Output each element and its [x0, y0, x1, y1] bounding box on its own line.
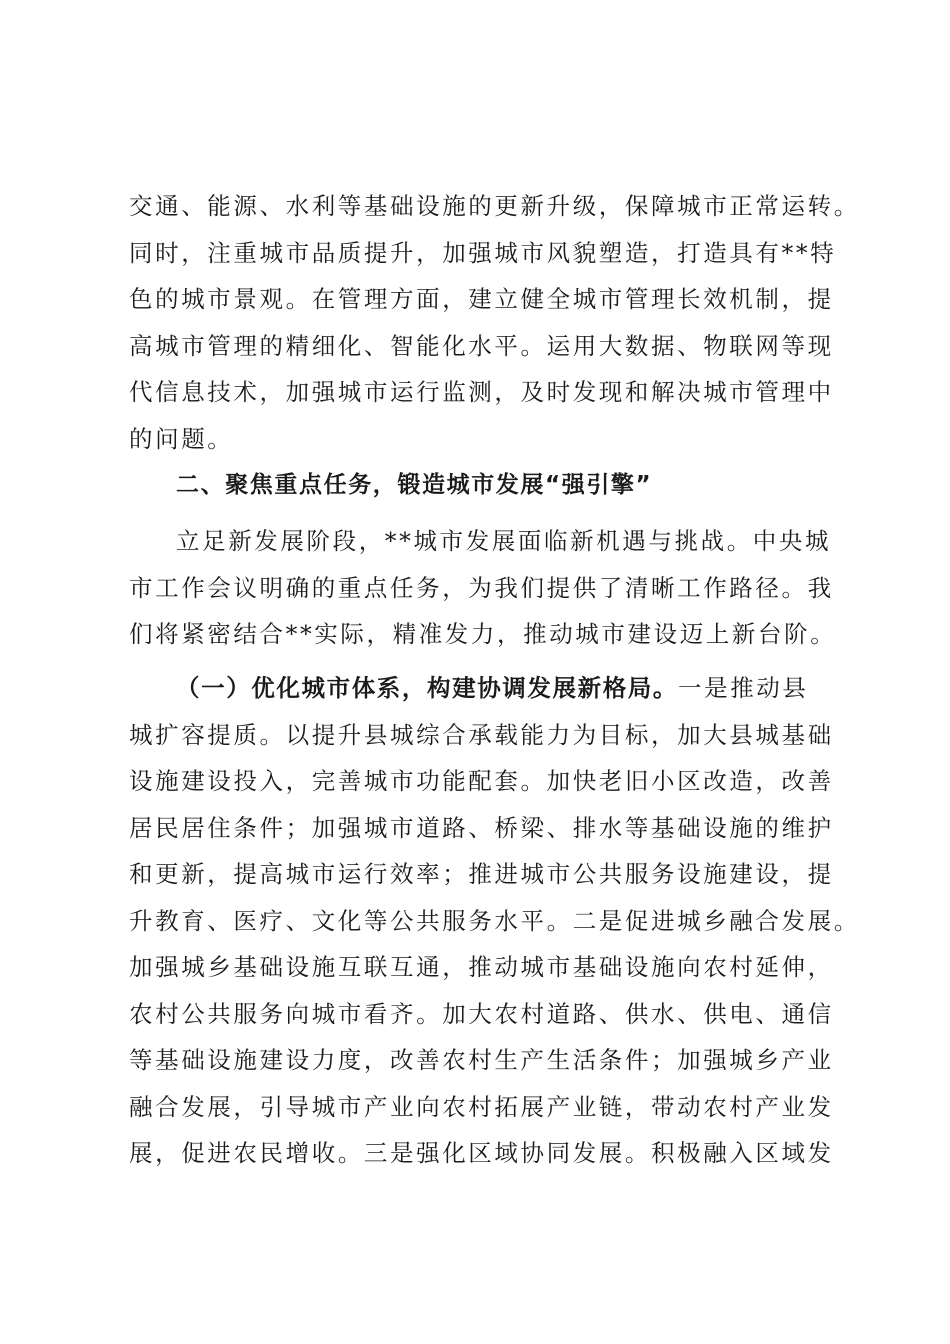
- paragraph-line: 的问题。: [129, 424, 234, 453]
- paragraph-line: 立足新发展阶段，**城市发展面临新机遇与挑战。中央城: [176, 527, 832, 555]
- paragraph-line: 升教育、医疗、文化等公共服务水平。二是促进城乡融合发展。: [129, 906, 860, 935]
- paragraph-line: 居民居住条件；加强城市道路、桥梁、排水等基础设施的维护: [129, 813, 834, 842]
- paragraph-line: 融合发展，引导城市产业向农村拓展产业链，带动农村产业发: [129, 1092, 834, 1121]
- paragraph-line: 等基础设施建设力度，改善农村生产生活条件；加强城乡产业: [129, 1046, 834, 1074]
- paragraph-line: 设施建设投入，完善城市功能配套。加快老旧小区改造，改善: [129, 767, 834, 795]
- paragraph-line: 农村公共服务向城市看齐。加大农村道路、供水、供电、通信: [129, 999, 834, 1028]
- paragraph-first-line: [129, 665, 829, 712]
- section-heading: 二、聚焦重点任务，锻造城市发展“强引擎”: [176, 472, 653, 498]
- paragraph-line: 高城市管理的精细化、智能化水平。运用大数据、物联网等现: [129, 331, 834, 360]
- paragraph-line: 代信息技术，加强城市运行监测，及时发现和解决城市管理中: [129, 378, 834, 406]
- paragraph-line: 同时，注重城市品质提升，加强城市风貌塑造，打造具有**特: [129, 238, 837, 267]
- paragraph-line: 展，促进农民增收。三是强化区域协同发展。积极融入区域发: [129, 1139, 834, 1167]
- paragraph-line: 和更新，提高城市运行效率；推进城市公共服务设施建设，提: [129, 860, 834, 888]
- paragraph-line: 交通、能源、水利等基础设施的更新升级，保障城市正常运转。: [129, 192, 860, 220]
- paragraph-2: [129, 518, 837, 658]
- paragraph-line: 们将紧密结合**实际，精准发力，推动城市建设迈上新台阶。: [129, 620, 837, 648]
- paragraph-3: [129, 665, 860, 1177]
- paragraph-line: 市工作会议明确的重点任务，为我们提供了清晰工作路径。我: [129, 573, 834, 602]
- paragraph-line: 城扩容提质。以提升县城综合承载能力为目标，加大县城基础: [129, 720, 834, 749]
- paragraph-line-rest: 一是推动县: [678, 674, 809, 702]
- subheading: （一）优化城市体系，构建协调发展新格局。: [176, 674, 678, 702]
- paragraph-line: 色的城市景观。在管理方面，建立健全城市管理长效机制，提: [129, 285, 834, 313]
- paragraph-line: 加强城乡基础设施互联互通，推动城市基础设施向农村延伸，: [129, 953, 834, 981]
- section-heading-block: [129, 462, 829, 509]
- paragraph-1: [129, 183, 860, 462]
